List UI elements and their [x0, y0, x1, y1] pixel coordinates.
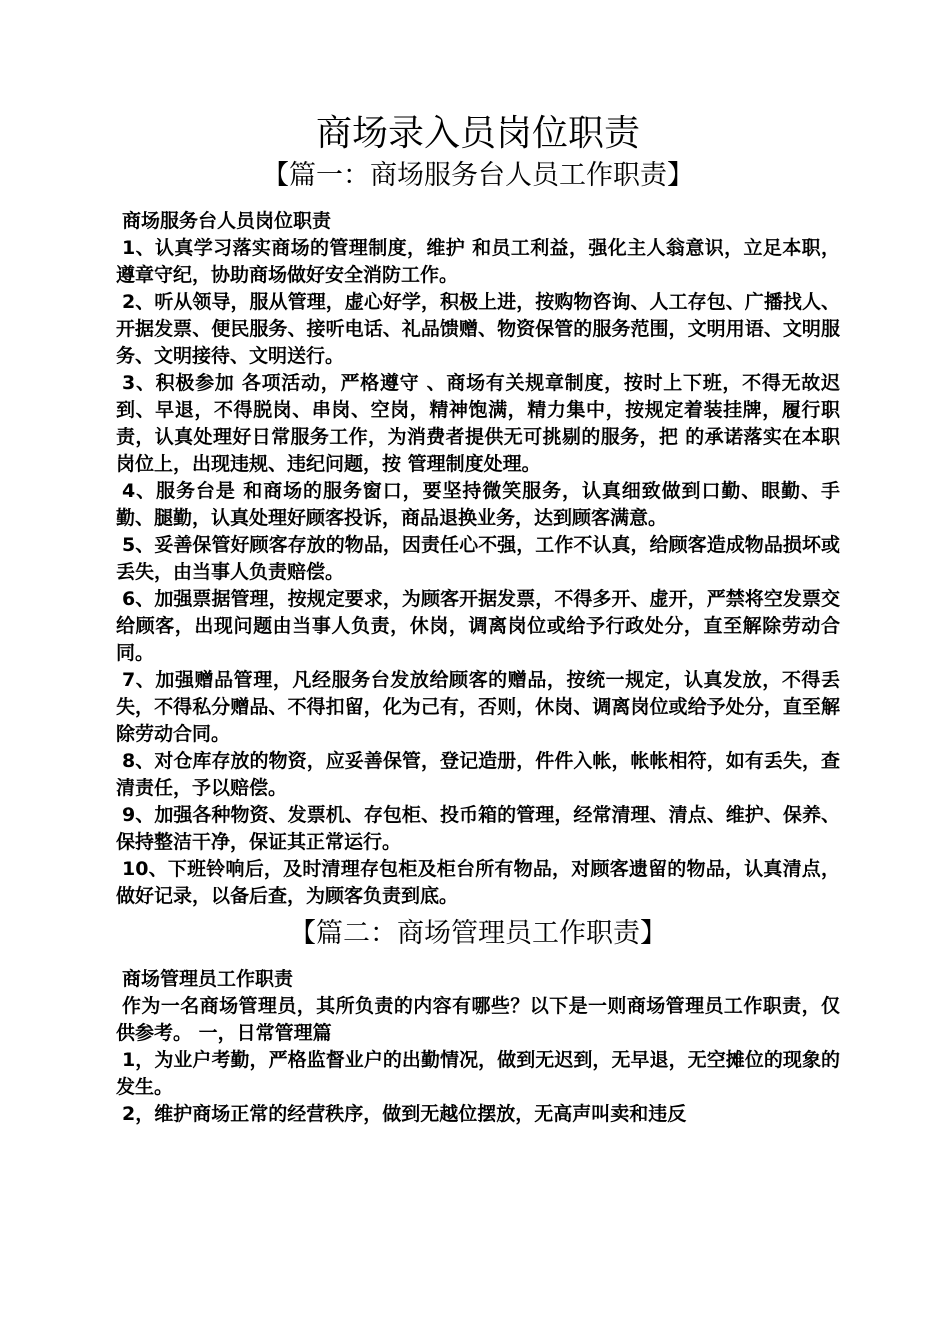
paragraph: 7、加强赠品管理，凡经服务台发放给顾客的赠品，按统一规定，认真发放，不得丢失，不得私分赠品、不得扣留，化为己有，否则，休岗、调离岗位或给予处分，直至解除劳动合同。 [116, 669, 840, 745]
document-page [116, 110, 840, 1128]
paragraph: 5、妥善保管好顾客存放的物品，因责任心不强，工作不认真，给顾客造成物品损坏或丢失，由当事人负责赔偿。 [116, 534, 840, 583]
paragraph: 2、听从领导，服从管理，虚心好学，积极上进，按购物咨询、人工存包、广播找人、开据发票、便民服务、接听电话、礼品馈赠、物资保管的服务范围，文明用语、文明服务、文明接待、文明送行。 [116, 291, 840, 367]
paragraph: 1、认真学习落实商场的管理制度，维护 和员工利益，强化主人翁意识，立足本职，遵章守纪，协助商场做好安全消防工作。 [116, 237, 840, 286]
paragraph: 2，维护商场正常的经营秩序，做到无越位摆放，无高声叫卖和违反 [122, 1103, 687, 1125]
section-heading-2: 【篇二：商场管理员工作职责】 [289, 918, 667, 949]
paragraph: 作为一名商场管理员，其所负责的内容有哪些？以下是一则商场管理员工作职责，仅供参考。 一，日常管理篇 [116, 995, 840, 1044]
paragraph: 1，为业户考勤，严格监督业户的出勤情况，做到无迟到，无早退，无空摊位的现象的发生。 [116, 1049, 840, 1098]
paragraph: 10、下班铃响后，及时清理存包柜及柜台所有物品，对顾客遗留的物品，认真清点，做好记录，以备后查，为顾客负责到底。 [116, 858, 840, 907]
section-subtitle-1: 商场服务台人员岗位职责 [122, 210, 332, 232]
section-subtitle-2: 商场管理员工作职责 [122, 968, 294, 990]
paragraph: 6、加强票据管理，按规定要求，为顾客开据发票，不得多开、虚开，严禁将空发票交给顾客，出现问题由当事人负责，休岗，调离岗位或给予行政处分，直至解除劳动合同。 [116, 588, 840, 664]
paragraph: 8、对仓库存放的物资，应妥善保管，登记造册，件件入帐，帐帐相符，如有丢失，查清责任，予以赔偿。 [116, 750, 840, 799]
paragraph: 3、积极参加 各项活动，严格遵守 、商场有关规章制度，按时上下班，不得无故迟到、早退，不得脱岗、串岗、空岗，精神饱满，精力集中，按规定着装挂牌，履行职责，认真处理好日常服务工作，为消费者提供无可挑剔的服务，把 的承诺落实在本职岗位上，出现违规、违纪问题，按 管理制度处理。 [116, 372, 840, 475]
section-heading-1: 【篇一：商场服务台人员工作职责】 [262, 160, 694, 191]
paragraph: 9、加强各种物资、发票机、存包柜、投币箱的管理，经常清理、清点、维护、保养、保持整洁干净，保证其正常运行。 [116, 804, 840, 853]
document-title: 商场录入员岗位职责 [315, 113, 640, 154]
paragraph: 4、服务台是 和商场的服务窗口，要坚持微笑服务，认真细致做到口勤、眼勤、手勤、腿勤，认真处理好顾客投诉，商品退换业务，达到顾客满意。 [116, 480, 840, 529]
